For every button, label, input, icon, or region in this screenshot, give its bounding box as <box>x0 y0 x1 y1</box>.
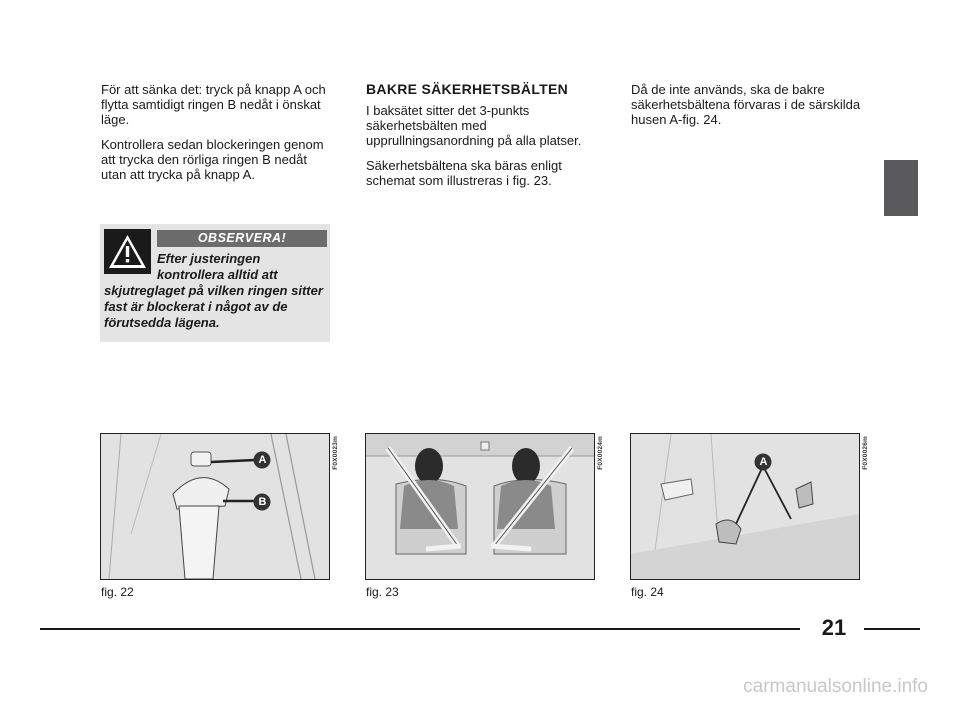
figure-23-illustration <box>365 433 595 580</box>
paragraph: Säkerhetsbältena ska bäras enligt schemat som illustreras i fig. 23. <box>366 158 562 188</box>
paragraph: Kontrollera sedan blockeringen genom att trycka den rörliga ringen B nedåt utan att trycka på knapp A. <box>101 137 324 182</box>
marker-a-label: A <box>258 454 267 466</box>
paragraph: I baksätet sitter det 3-punkts säkerhetsbälten med upprullningsanordning på alla platser. <box>366 103 582 148</box>
section-heading: BAKRE SÄKERHETSBÄLTEN <box>366 81 569 97</box>
column-3 <box>631 82 871 137</box>
figure-code: F0X0023m <box>332 436 339 470</box>
footer-rule <box>40 628 800 630</box>
column-2 <box>366 82 601 198</box>
section-tab <box>884 160 918 216</box>
paragraph: Då de inte används, ska de bakre säkerhetsbältena förvaras i de särskilda husen A-fig. 24. <box>631 82 861 127</box>
figure-22-illustration <box>100 433 330 580</box>
column-1 <box>101 82 333 192</box>
figure-24-illustration <box>630 433 860 580</box>
warning-text: Efter justeringen kontrollera alltid att skjutreglaget på vilken ringen sitter fast är blockerat i något av de förutsedda lägena. <box>104 251 323 330</box>
figure-caption: fig. 22 <box>101 585 134 599</box>
figure-code: F0X0024m <box>597 436 604 470</box>
page-number: 21 <box>821 615 847 640</box>
warning-box <box>100 224 330 342</box>
watermark: carmanualsonline.info <box>743 676 928 697</box>
figure-code: F0X0026m <box>862 436 869 470</box>
marker-b-label: B <box>258 496 267 508</box>
marker-a-label: A <box>759 456 768 468</box>
paragraph: För att sänka det: tryck på knapp A och flytta samtidigt ringen B nedåt i önskat läge. <box>101 82 326 127</box>
warning-label: OBSERVERA! <box>157 230 327 247</box>
figure-caption: fig. 24 <box>631 585 664 599</box>
figure-caption: fig. 23 <box>366 585 399 599</box>
footer-rule <box>864 628 920 630</box>
